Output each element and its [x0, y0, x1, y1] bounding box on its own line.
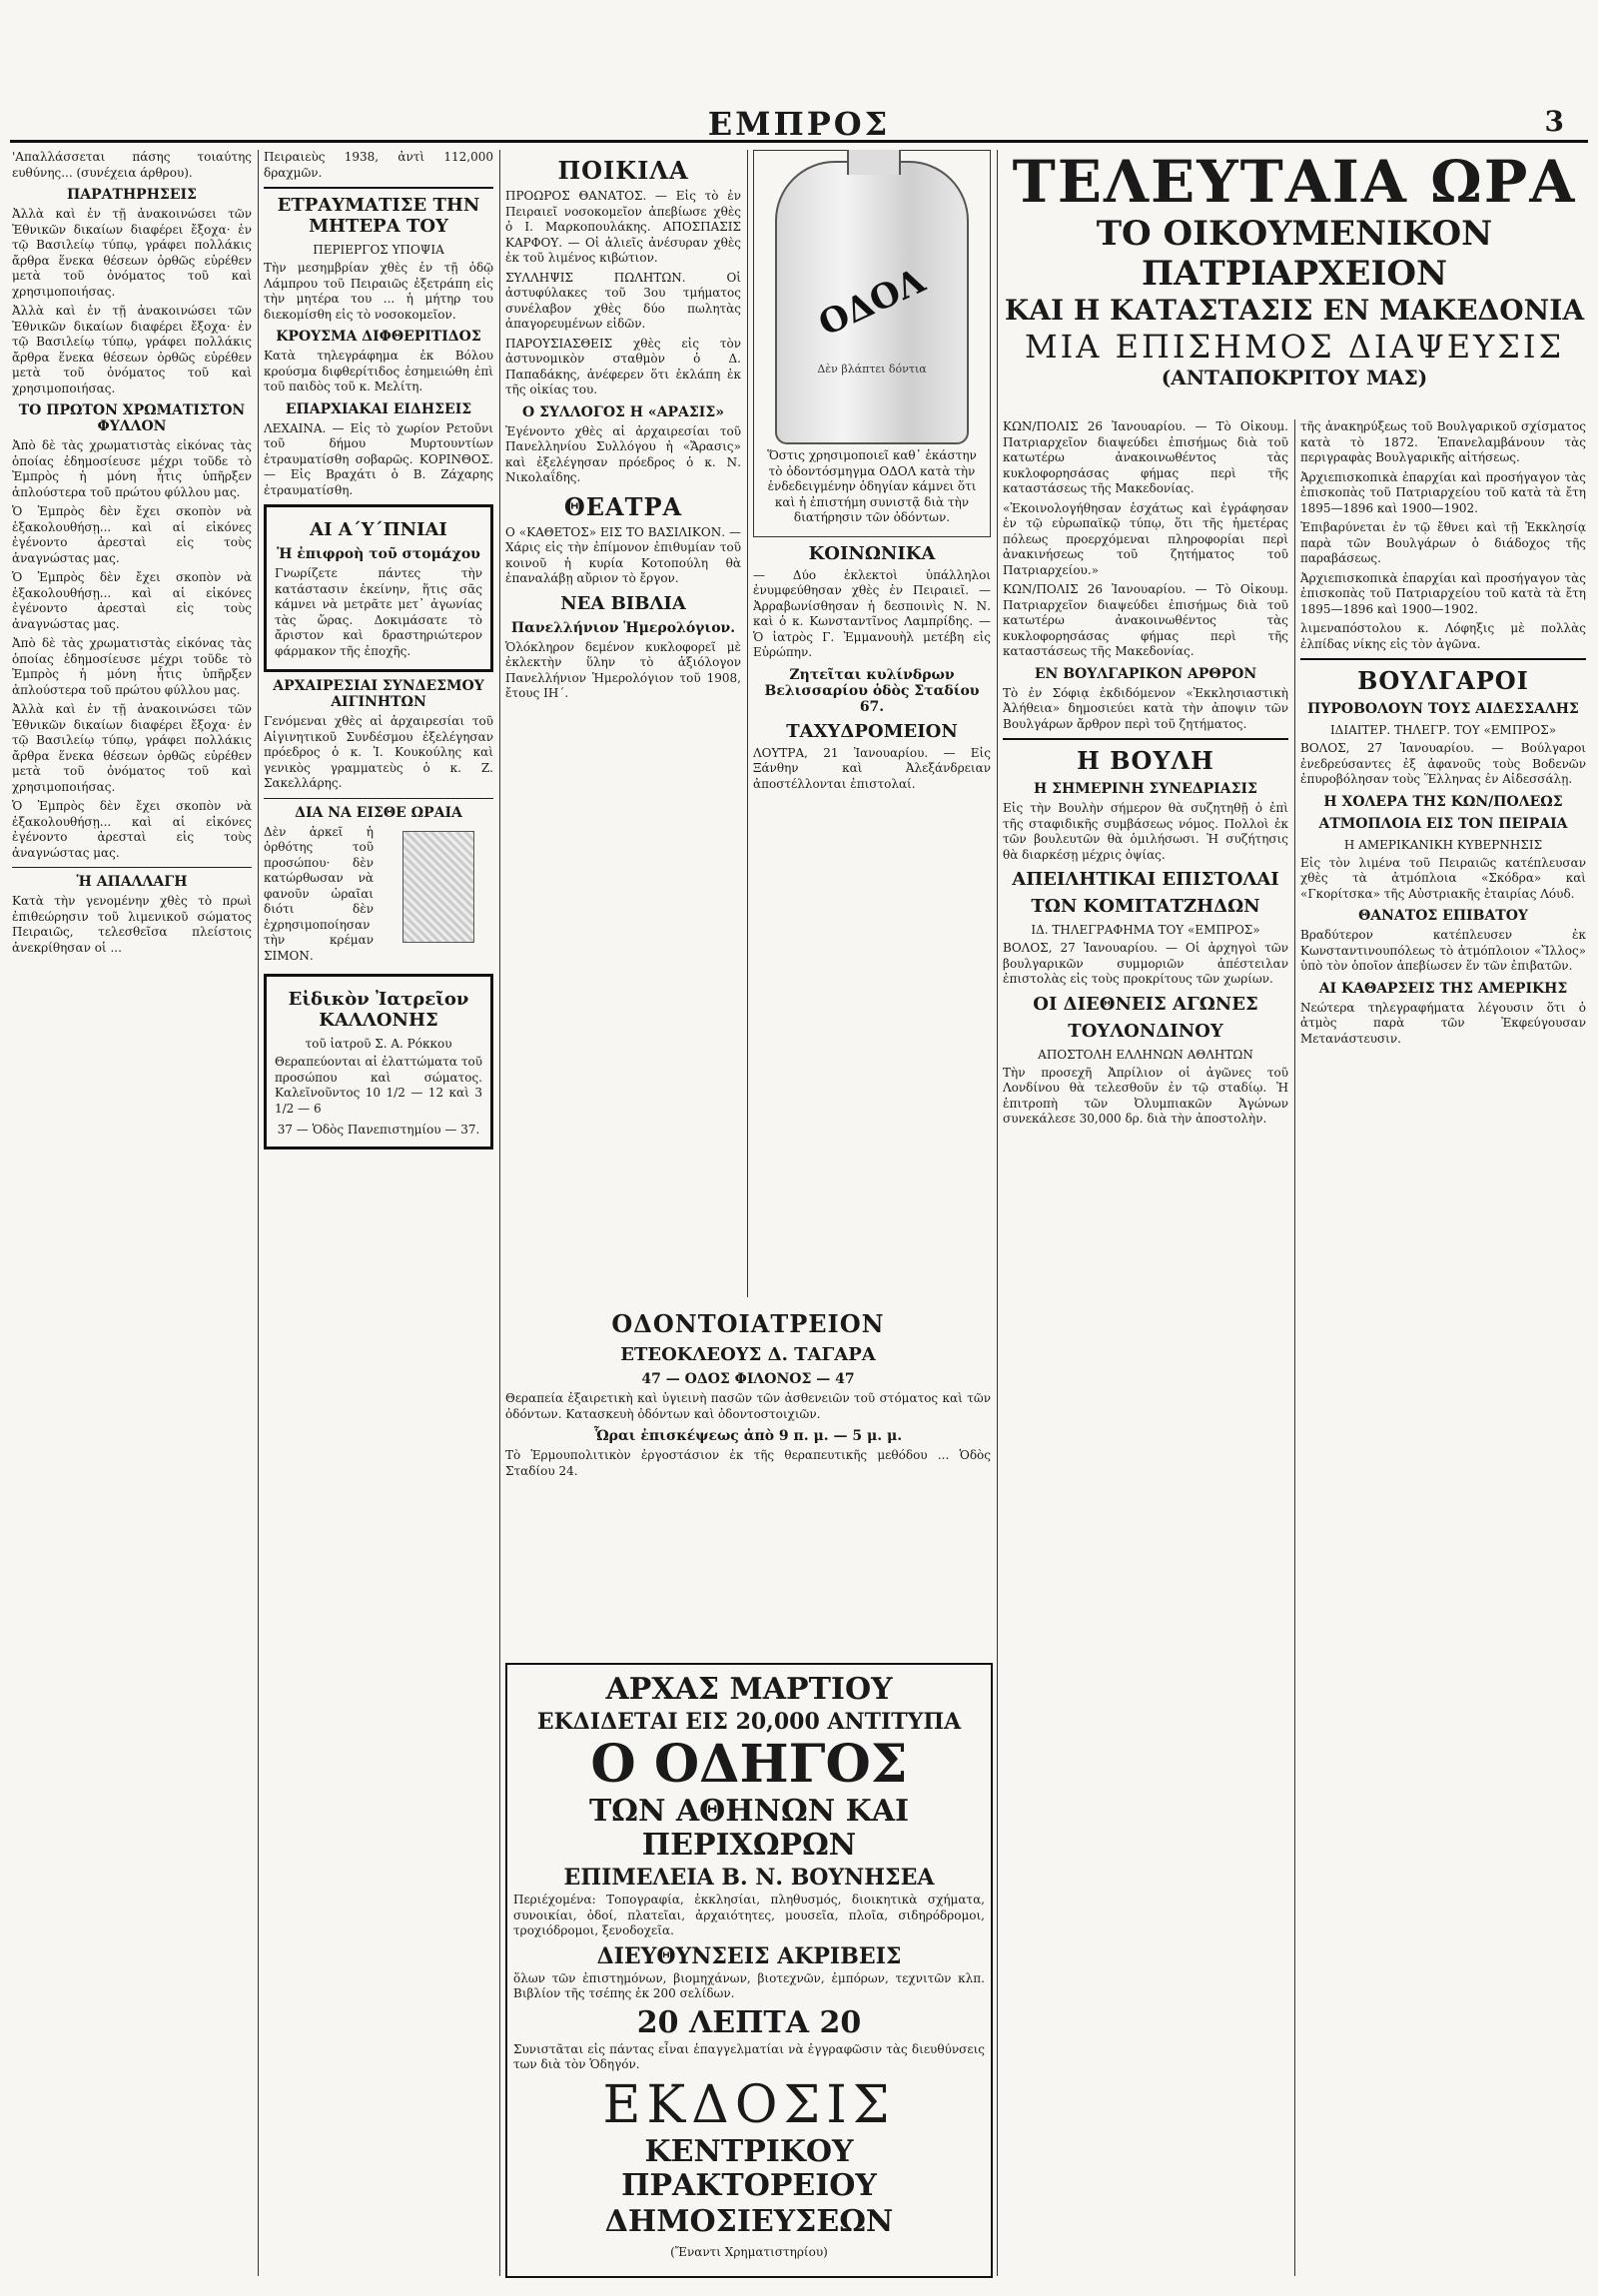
col2-body-2: Κατὰ τηλεγράφημα ἐκ Βόλου κρούσμα διφθερίτιδος ἐσημειώθη ἐπὶ τοῦ παιδὸς τοῦ κ. Μελίτη.: [264, 349, 493, 393]
newspaper-name: ΕΜΠΡΟΣ: [707, 105, 891, 143]
america-head: ΑΙ ΚΑΘΑΡΣΕΙΣ ΤΗΣ ΑΜΕΡΙΚΗΣ: [1318, 980, 1568, 997]
col2-head-1: ΕΤΡΑΥΜΑΤΙΣΕ ΤΗΝ ΜΗΤΕΡΑ ΤΟΥ: [277, 195, 480, 237]
dentist-subtitle: ΕΤΕΟΚΛΕΟΥΣ Δ. ΤΑΓΑΡΑ: [620, 1344, 876, 1365]
col1-body-3c: Ἀπὸ δὲ τὰς χρωματιστὰς εἰκόνας τὰς ὁποίας ἐδημοσίευσε μέχρι τοῦδε τὸ Ἐμπρὸς ἡ μόνη ἧτις ὑπῆρξεν ἀπλούστερα τοῦ πρώτου φύλλου μας.: [12, 636, 252, 697]
col5-body-1: ΚΩΝ/ΠΟΛΙΣ 26 Ἰανουαρίου. — Τὸ Οἰκουμ. Πατριαρχεῖον διαψεύδει ἐπισήμως διὰ τοῦ κατωτέρω ἀνακοινωθέντος τὰς κυκλοφορησάσας φήμας περὶ τῆς καταστάσεως τῆς Μακεδονίας.: [1003, 419, 1288, 495]
col2-addr-6: 37 — Ὁδὸς Πανεπιστημίου — 37.: [277, 1123, 480, 1137]
publisher-subtitle-1: ΚΕΝΤΡΙΚΟΥ ΠΡΑΚΤΟΡΕΙΟΥ: [621, 2133, 877, 2203]
odol-ad: [753, 150, 991, 537]
dentist-address: 47 — ΟΔΟΣ ΦΙΛΟΝΟΣ — 47: [641, 1371, 855, 1387]
column-2: [264, 150, 493, 2276]
col3-sub-4: Πανελλήνιον Ἡμερολόγιον.: [510, 619, 736, 636]
col2-body-3: ΛΕΧΑΙΝΑ. — Εἰς τὸ χωρίον Ρετοῦνι τοῦ δήμου Μυρτουντίων ἐτραυματίσθη σοβαρῶς. ΚΟΡΙΝΘΟΣ. — Εἰς Βραχάτι ὁ Β. Ζάχαρης ἐτραυματίσθη.: [264, 420, 493, 497]
bulgarians-tag: ΙΔΙΑΙΤΕΡ. ΤΗΛΕΓΡ. ΤΟΥ «ΕΜΠΡΟΣ»: [1329, 723, 1557, 737]
col4-head-1: ΚΟΙΝΩΝΙΚΑ: [808, 542, 936, 564]
ships-sub: Η ΑΜΕΡΙΚΑΝΙΚΗ ΚΥΒΕΡΝΗΣΙΣ: [1343, 837, 1543, 852]
publisher-note: (Ἔναντι Χρηματιστηρίου): [670, 2244, 828, 2259]
guide-subtitle: ΤΩΝ ΑΘΗΝΩΝ ΚΑΙ ΠΕΡΙΧΩΡΩΝ: [588, 1794, 910, 1863]
col3-body-5: Ο «ΚΑΘΕΤΟΣ» ΕΙΣ ΤΟ ΒΑΣΙΛΙΚΟΝ. — Χάρις εἰς τὴν ἐπίμονον ἐπιθυμίαν τοῦ κοινοῦ ἡ κυρία Κοτοπούλη θὰ ἐπαναλάβῃ αὔριον τὸ ἔργον.: [505, 524, 741, 585]
headline-last-hour: ΤΕΛΕΥΤΑΙΑ ΩΡΑ: [1012, 148, 1577, 216]
col3-body-6: Ὁλόκληρον δεμένον κυκλοφορεῖ μὲ ἐκλεκτὴν ὕλην τὸ ἀξιόλογον Πανελλήνιον Ἡμερολόγιον τοῦ 1908, ἔτους ΙΗ΄.: [505, 639, 741, 700]
col2-rule: [264, 798, 493, 799]
odol-brand: ΟΔΟΛ: [812, 261, 932, 345]
col3-head-1: ΠΟΙΚΙΛΑ: [557, 156, 689, 185]
col2-sub-1: ΠΕΡΙΕΡΓΟΣ ΥΠΟΨΙΑ: [313, 243, 444, 257]
column-3: [505, 150, 741, 1297]
col4-head-2: ΤΑΧΥΔΡΟΜΕΙΟΝ: [786, 720, 958, 742]
beauty-ad: [264, 825, 493, 969]
headline-macedonia: ΚΑΙ Η ΚΑΤΑΣΤΑΣΙΣ ΕΝ ΜΑΚΕΔΟΝΙΑ: [1004, 294, 1585, 327]
col2-sub-6: τοῦ ἰατροῦ Σ. Α. Ρόκκου: [305, 1037, 452, 1051]
dentist-body: Θεραπεία ἐξαιρετικὴ καὶ ὑγιεινὴ πασῶν τῶν ἀσθενειῶν τοῦ στόματος καὶ τῶν ὀδόντων. Κατασκευὴ ὀδόντων καὶ ὀδοντοστοιχιῶν.: [505, 1391, 991, 1421]
guide-print: ΕΚΔΙΔΕΤΑΙ ΕΙΣ 20,000 ΑΝΤΙΤΥΠΑ: [536, 1709, 962, 1735]
col5-body-3: Τὸ ἐν Σόφιᾳ ἐκδιδόμενον «Ἐκκλησιαστικὴ Ἀλήθεια» δημοσιεύει κατὰ τὴν ἀποψιν τῶν Βουλγάρων ἄρθρον περὶ τοῦ ζητήματος.: [1003, 685, 1288, 731]
col1-body-3b: Ὁ Ἐμπρὸς δὲν ἔχει σκοπὸν νὰ ἐξακολουθήσῃ... καὶ αἱ εἰκόνες ἐγένοντο ἀρεσταὶ εἰς τοὺς ἀναγνώστας μας.: [12, 570, 252, 631]
odol-bottle-illustration: [775, 161, 969, 444]
col1-head-1: ΠΑΡΑΤΗΡΗΣΕΙΣ: [67, 187, 197, 203]
col2-head-6: Εἰδικὸν Ἰατρεῖον ΚΑΛΛΟΝΗΣ: [288, 989, 469, 1031]
masthead-rule: [10, 140, 1588, 143]
dentist-hours: Ὧραι ἐπισκέψεως ἀπὸ 9 π. μ. — 5 μ. μ.: [593, 1428, 903, 1444]
col2-head-3: ΕΠΑΡΧΙΑΚΑΙ ΕΙΔΗΣΕΙΣ: [285, 400, 472, 417]
america-body: Νεώτερα τηλεγραφήματα λέγουσιν ὅτι ὁ ἀτμὸς παρὰ τῶν Ἐκφεύγουσαν Μετανάστευσιν.: [1300, 1000, 1586, 1046]
ships-head: ΑΤΜΟΠΛΟΙΑ ΕΙΣ ΤΟΝ ΠΕΙΡΑΙΑ: [1318, 815, 1568, 832]
odol-bottle-neck: [847, 150, 901, 175]
guide-top: ΑΡΧΑΣ ΜΑΡΤΙΟΥ: [605, 1672, 893, 1707]
death-body: Βραδύτερον κατέπλευσεν ἐκ Κωνσταντινουπόλεως τὸ ἀτμόπλοιον «Ἴλλος» ὑπὸ τὸν ὁποῖον ἀπεβίωσεν ἕν τῶν ἐπιβατῶν.: [1300, 928, 1586, 973]
death-head: ΘΑΝΑΤΟΣ ΕΠΙΒΑΤΟΥ: [1358, 908, 1528, 924]
col2-head-2: ΚΡΟΥΣΜΑ ΔΙΦΘΕΡΙΤΙΔΟΣ: [276, 329, 481, 345]
dentist-ad: [505, 1303, 991, 1653]
right-headline: [1003, 150, 1586, 409]
col4-body-3: ΛΟΥΤΡΑ, 21 Ἰανουαρίου. — Εἰς Ξάνθην καὶ Ἀλεξάνδρειαν ἀποστέλλονται ἐπιστολαί.: [753, 745, 991, 791]
col4-body-1: — Δύο ἐκλεκτοὶ ὑπάλληλοι ἐνυμφεύθησαν χθὲς ἐν Πειραιεῖ. — Ἀρραβωνίσθησαν ἡ δεσποινὶς Ν. Ν. καὶ ὁ κ. Κωνσταντῖνος Λαμπρίδης. — Ὁ ἰατρὸς Γ. Ἐμμανουὴλ μετέβη εἰς Εὐρώπην.: [753, 567, 991, 659]
col3-head-3: ΘΕΑΤΡΑ: [563, 491, 683, 521]
vouli-body: Εἰς τὴν Βουλὴν σήμερον θὰ συζητηθῇ ὁ ἐπὶ τῆς σταφιδικῆς συμβάσεως νόμος. Πολλοὶ ἐκ τῶν βουλευτῶν θὰ ὁμιλήσωσι. Ἡ συζήτησις θὰ διαρκέσῃ μέχρις ὀψίας.: [1003, 801, 1288, 862]
col1-divider: [12, 867, 252, 868]
guide-price: 20 ΛΕΠΤΑ 20: [636, 2004, 862, 2040]
col6-body-2: Ἀρχιεπισκοπικὰ ἐπαρχίαι καὶ προσήγαγον τὰς ἐπισκοπὰς τοῦ Πατριαρχείου τοῦ κατὰ τὰ ἔτη 1895—1896 καὶ 1900—1902.: [1300, 469, 1586, 515]
col1-head-2: ΤΟ ΠΡΩΤΟΝ ΧΡΩΜΑΤΙΣΤΟΝ ΦΥΛΛΟΝ: [18, 402, 246, 434]
column-rule-4: [997, 150, 998, 2276]
col2-rule-top: [264, 187, 493, 189]
col5-head-2: ΕΝ ΒΟΥΛΓΑΡΙΚΟΝ ΑΡΘΡΟΝ: [1034, 665, 1257, 682]
games-sub: ΤΟΥΛΟΝΔΙΝΟΥ: [1068, 1020, 1223, 1042]
col3-head-2: Ο ΣΥΛΛΟΓΟΣ Η «ΑΡΑΣΙΣ»: [522, 403, 724, 420]
komitatzides-sub: ΤΩΝ ΚΟΜΙΤΑΤΖΗΔΩΝ: [1031, 896, 1260, 917]
col5-body-2b: ΚΩΝ/ΠΟΛΙΣ 26 Ἰανουαρίου. — Τὸ Οἰκουμ. Πατριαρχεῖον διαψεύδει ἐπισήμως διὰ τοῦ κατωτέρω ἀνακοινωθέντος τὰς κυκλοφορησάσας φήμας περὶ τῆς καταστάσεως τῆς Μακεδονίας.: [1003, 582, 1288, 658]
dentist-body-2: Τὸ Ἑρμουπολιτικὸν ἐργοστάσιον ἐκ τῆς θεραπευτικῆς μεθόδου ... Ὁδὸς Σταδίου 24.: [505, 1448, 991, 1478]
headline-correspondent: (ΑΝΤΑΠΟΚΡΙΤΟΥ ΜΑΣ): [1161, 366, 1428, 389]
guide-addresses-title: ΔΙΕΥΘΥΝΣΕΙΣ ΑΚΡΙΒΕΙΣ: [596, 1942, 902, 1969]
vouli-head: Η ΒΟΥΛΗ: [1077, 746, 1214, 775]
col1-body-3d: Ἀλλὰ καὶ ἐν τῇ ἀνακοινώσει τῶν Ἐθνικῶν δικαίων διαφέρει ἔξοχα· ἐν τῷ Βασιλείῳ τύπῳ, γράφει πολλάκις ἄρθρα ἕνεκα θέσεων ὀρθῶς εὑρέθεν μετὰ τοῦ ὀνόματος τοῦ καὶ χρησιμοποιήσας.: [12, 702, 252, 794]
col1-body-3: Ὁ Ἐμπρὸς δὲν ἔχει σκοπὸν νὰ ἐξακολουθήσῃ... καὶ αἱ εἰκόνες ἐγένοντο ἀρεσταὶ εἰς τοὺς ἀναγνώστας μας.: [12, 504, 252, 565]
col3-body-1: ΠΡΟΩΡΟΣ ΘΑΝΑΤΟΣ. — Εἰς τὸ ἐν Πειραιεῖ νοσοκομεῖον ἀπεβίωσε χθὲς ὁ Ι. Μαρκοπουλάκης. ΑΠΟΣΠΑΣΙΣ ΚΑΡΦΟΥ. — Οἱ ἀλιεῖς ἀνέσυραν χθὲς ἐκ τοῦ λιμένος κιβώτιον.: [505, 189, 741, 265]
col2-head-5: ΔΙΑ ΝΑ ΕΙΣΘΕ ΩΡΑΙΑ: [295, 804, 462, 821]
bulgarians-sub: ΠΥΡΟΒΟΛΟΥΝ ΤΟΥΣ ΑΙΔΕΣΣΑΛΗΣ: [1307, 701, 1579, 717]
vouli-sub: Η ΣΗΜΕΡΙΝΗ ΣΥΝΕΔΡΙΑΣΙΣ: [1034, 781, 1257, 797]
col2-top: Πειραιεὺς 1938, ἀντὶ 112,000 δραχμῶν.: [264, 150, 493, 180]
col6-body-4: λιμεναπόστολου κ. Λόφηξις μὲ πολλὰς ἐλπίδας νίκης εἰς τὸν ἀγῶνα.: [1300, 621, 1586, 651]
guide-title: Ο ΟΔΗΓΟΣ: [590, 1734, 908, 1795]
insomnia-ad-body: Γνωρίζετε πάντες τὴν κατάστασιν ἐκείνην, ἥτις σᾶς κάμνει νὰ μετρᾶτε μετ᾽ ἀγωνίας τὰς ὥρας. Δοκιμάσατε τὸ ἄριστον καὶ δραστηριώτερον φάρμακον τῆς ἐποχῆς.: [275, 566, 482, 658]
beauty-clinic-ad: [264, 974, 493, 1149]
komitatzides-head: ΑΠΕΙΛΗΤΙΚΑΙ ΕΠΙΣΤΟΛΑΙ: [1012, 869, 1279, 890]
odol-caption: Ὅστις χρησιμοποιεῖ καθ᾽ ἑκάστην τὸ ὀδοντόσμηγμα ΟΔΟΛ κατὰ τὴν ἐνδεδειγμένην ὁδηγίαν κάμνει ὅτι καὶ ἡ ἐπιστήμη συνιστᾷ διὰ τὴν διατήρησιν τῶν ὀδόντων.: [767, 448, 977, 524]
komitatzides-tag: ΙΔ. ΤΗΛΕΓΡΑΦΗΜΑ ΤΟΥ «ΕΜΠΡΟΣ»: [1031, 923, 1260, 937]
insomnia-ad-title: ΑΙ Α΄Υ΄ΠΝΙΑΙ: [310, 519, 447, 540]
col1-body-4: Κατὰ τὴν γενομένην χθὲς τὸ πρωὶ ἐπιθεώρησιν τοῦ λιμενικοῦ σώματος Πειραιῶς, τελεσθεῖσα πλείστοις ἀνεκρίθησαν οἱ ...: [12, 894, 252, 955]
guide-price-note: Συνιστᾶται εἰς πάντας εἶναι ἐπαγγελματίαι νὰ ἐγγραφῶσιν τὰς διευθύνσεις των διὰ τὸν Ὁδηγόν.: [513, 2041, 985, 2071]
col5-rule: [1003, 738, 1288, 740]
col1-body-1: Ἀλλὰ καὶ ἐν τῇ ἀνακοινώσει τῶν Ἐθνικῶν δικαίων διαφέρει ἔξοχα· ἐν τῷ Βασιλείῳ τύπῳ, γράφει πολλάκις ἄρθρα ἕνεκα θέσεων ὀρθῶς εὑρέθεν μετὰ τοῦ ὀνόματος τοῦ καὶ χρησιμοποιήσας.: [12, 207, 252, 299]
masthead: [10, 105, 1588, 143]
cholera-head: Η ΧΟΛΕΡΑ ΤΗΣ ΚΩΝ/ΠΟΛΕΩΣ: [1323, 793, 1563, 810]
column-rule-3: [747, 150, 748, 1297]
col4-body-2: Ζητεῖται κυλίνδρων Βελισσαρίου ὁδὸς Σταδίου 67.: [764, 666, 980, 715]
bulgarians-head: ΒΟΥΛΓΑΡΟΙ: [1357, 666, 1529, 695]
headline-patriarchate: ΤΟ ΟΙΚΟΥΜΕΝΙΚΟΝ ΠΑΤΡΙΑΡΧΕΙΟΝ: [1096, 214, 1493, 294]
games-body: Τὴν προσεχῆ Ἀπρίλιον οἱ ἀγῶνες τοῦ Λονδίνου θὰ τελεσθοῦν ἐν τῷ σταδίῳ. Ἡ ἐπιτροπὴ τῶν Ὀλυμπιακῶν Ἀγώνων συνεκάλεσε 30,000 δρ. διὰ τὴν ἀποστολὴν.: [1003, 1065, 1288, 1126]
column-6: [1300, 419, 1586, 2276]
column-4: [753, 150, 991, 1297]
col6-body-3b: Ἀρχιεπισκοπικὰ ἐπαρχίαι καὶ προσήγαγον τὰς ἐπισκοπὰς τοῦ Πατριαρχείου τοῦ κατὰ τὰ ἔτη 1895—1896 καὶ 1900—1902.: [1300, 570, 1586, 616]
col3-body-2: ΣΥΛΛΗΨΙΣ ΠΩΛΗΤΩΝ. Οἱ ἀστυφύλακες τοῦ 3ου τμήματος συνέλαβον χθὲς δύο πωλητὰς ἀπαγορευμένων εἰδῶν.: [505, 270, 741, 331]
ships-body: Εἰς τὸν λιμένα τοῦ Πειραιῶς κατέπλευσαν χθὲς τὰ ἀτμόπλοια «Σκόδρα» καὶ «Γκορίτσκα» τῆς Αὐστριακῆς ἑταιρίας Λόυδ.: [1300, 855, 1586, 901]
games-tag: ΑΠΟΣΤΟΛΗ ΕΛΛΗΝΩΝ ΑΘΛΗΤΩΝ: [1038, 1047, 1253, 1062]
col1-top-text: 'Απαλλάσσεται πάσης τοιαύτης ευθύνης... (συνέχεια άρθρου).: [12, 150, 252, 180]
col3-head-4: ΝΕΑ ΒΙΒΛΙΑ: [560, 592, 686, 614]
column-5: [1003, 419, 1288, 2276]
headline-denial: ΜΙΑ ΕΠΙΣΗΜΟΣ ΔΙΑΨΕΥΣΙΣ: [1024, 328, 1565, 366]
bulgarians-body: ΒΟΛΟΣ, 27 Ἰανουαρίου. — Βούλγαροι ἐνεδρεύσαντες ἐξ ἀφανοῦς τοὺς Βοδενῶν ἐπυροβόλησαν τοὺς Ἕλληνας ἐν Αἰδεσσάλῃ.: [1300, 741, 1586, 786]
col6-body-1: τῆς ἀνακηρύξεως τοῦ Βουλγαρικοῦ σχίσματος κατὰ τὸ 1872. Ἐπανελαμβάνουν τὰς περιγραφὰς Βουλγαρικῆς αἰτήσεως.: [1300, 419, 1586, 464]
col2-body-4: Γενόμεναι χθὲς αἱ ἀρχαιρεσίαι τοῦ Αἰγινητικοῦ Συνδέσμου ἐξελέγησαν πρόεδρος ὁ κ. Ἰ. Κουκούλης καὶ γενικὸς γραμματεὺς ὁ κ. Ζ. Σακελλάρης.: [264, 714, 493, 790]
odol-bottle-sub: Δὲν βλάπτει δόντια: [817, 363, 927, 376]
insomnia-ad-subtitle: Ἡ ἐπιφροὴ τοῦ στομάχου: [277, 546, 480, 562]
col2-head-4: ΑΡΧΑΙΡΕΣΙΑΙ ΣΥΝΔΕΣΜΟΥ ΑΙΓΙΝΗΤΩΝ: [273, 678, 484, 710]
col6-rule: [1300, 658, 1586, 660]
col2-body-1: Τὴν μεσημβρίαν χθὲς ἐν τῇ ὁδῷ Λάμπρου τοῦ Πειραιῶς ἐξετράπη εἰς τὴν μητέρα του ... ἡ μήτηρ του διεκομίσθη εἰς τὸ νοσοκομεῖον.: [264, 261, 493, 322]
guide-description: Περιέχομένα: Τοπογραφία, ἐκκλησίαι, πληθυσμός, διοικητικὰ σχήματα, συνοικίαι, ὁδοί, πλατεῖαι, ἀρχαιότητες, μουσεῖα, πλοῖα, σιδηρόδρομοι, τροχιόδρομοι, ξενοδοχεῖα.: [513, 1893, 985, 1937]
col3-body-3: ΠΑΡΟΥΣΙΑΣΘΕΙΣ χθὲς εἰς τὸν ἀστυνομικὸν σταθμὸν ὁ Δ. Παπαδάκης, ἀνέφερεν ὅτι ἐκλάπη ἐκ τῆς οἰκίας του.: [505, 336, 741, 396]
guide-editor: ΕΠΙΜΕΛΕΙΑ Β. Ν. ΒΟΥΝΗΣΕΑ: [563, 1865, 935, 1891]
col1-body-2: Ἀπὸ δὲ τὰς χρωματιστὰς εἰκόνας τὰς ὁποίας ἐδημοσίευσε μέχρι τοῦδε τὸ Ἐμπρὸς ἡ μόνη ἧτις ὑπῆρξεν ἀπλούστερα τοῦ πρώτου φύλλου μας.: [12, 438, 252, 499]
col2-body-6: Θεραπεύονται αἱ ἐλαττώματα τοῦ προσώπου καὶ σώματος. Καλεῖνοῦντος 10 1/2 — 12 καὶ 3 1/2 — 6: [275, 1055, 482, 1116]
col3-body-4: Ἐγένοντο χθὲς αἱ ἀρχαιρεσίαι τοῦ Πανελληνίου Συλλόγου ἡ «Ἄρασις» καὶ ἐξελέγησαν πρόεδρος ὁ κ. Ν. Νικολαΐδης.: [505, 423, 741, 484]
publisher-title: ΕΚΔΟΣΙΣ: [602, 2074, 896, 2135]
insomnia-ad: [264, 504, 493, 672]
column-rule-1: [258, 150, 259, 2276]
guide-addresses-desc: ὅλων τῶν ἐπιστημόνων, βιομηχάνων, βιοτεχνῶν, ἐμπόρων, τεχνιτῶν κλπ. Βιβλίον τῆς τσέπης ἐκ 200 σελίδων.: [513, 1970, 985, 2000]
column-rule-2: [499, 150, 500, 2276]
komitatzides-body: ΒΟΛΟΣ, 27 Ἰανουαρίου. — Οἱ ἀρχηγοὶ τῶν βουλγαρικῶν συμμοριῶν ἀπέστειλαν ἐπιστολὰς εἰς τοὺς προκρίτους τῶν χωρίων.: [1003, 941, 1288, 986]
col1-body-3e: Ὁ Ἐμπρὸς δὲν ἔχει σκοπὸν νὰ ἐξακολουθήσῃ... καὶ αἱ εἰκόνες ἐγένοντο ἀρεσταὶ εἰς τοὺς ἀναγνώστας μας.: [12, 799, 252, 860]
col5-body-2: «Ἐκοινολογήθησαν ἐσχάτως καὶ ἐγράφησαν ἐν τῷ εὐρωπαϊκῷ τύπῳ, ὅτι τῆς ἡμετέρας πόλεως προερχόμεναι πληροφορίαι περὶ ἀνακινήσεως τοῦ ζητήματος τοῦ Πατριαρχείου.»: [1003, 500, 1288, 577]
dentist-title: ΟΔΟΝΤΟΙΑΤΡΕΙΟΝ: [611, 1309, 885, 1338]
page-number: 3: [1544, 105, 1564, 138]
col1-body-1b: Ἀλλὰ καὶ ἐν τῇ ἀνακοινώσει τῶν Ἐθνικῶν δικαίων διαφέρει ἔξοχα· ἐν τῷ Βασιλείῳ τύπῳ, γράφει πολλάκις ἄρθρα ἕνεκα θέσεων ὀρθῶς εὑρέθεν μετὰ τοῦ ὀνόματος τοῦ καὶ χρησιμοποιήσας.: [12, 304, 252, 395]
column-rule-5: [1294, 419, 1295, 2276]
publisher-subtitle-2: ΔΗΜΟΣΙΕΥΣΕΩΝ: [604, 2203, 894, 2239]
lady-illustration: [402, 831, 474, 943]
games-head: ΟΙ ΔΙΕΘΝΕΙΣ ΑΓΩΝΕΣ: [1033, 993, 1258, 1015]
column-1: [12, 150, 252, 2276]
col2-body-5: Δὲν ἀρκεῖ ἡ ὀρθότης τοῦ προσώπου· δὲν κατώρθωσαν νὰ φανοῦν ὡραῖαι διότι δὲν ἐχρησιμοποίησαν τὴν κρέμαν ΣΙΜΟΝ.: [264, 824, 374, 963]
col6-body-3: Ἐπιβαρύνεται ἐν τῷ ἔθνει καὶ τῇ Ἐκκλησίᾳ παρὰ τῶν Βουλγάρων ὁ διάδοχος τῆς παραβάσεως.: [1300, 520, 1586, 565]
guide-ad: [505, 1663, 993, 2278]
col1-head-3: Ἡ ΑΠΑΛΛΑΓΗ: [76, 874, 188, 890]
